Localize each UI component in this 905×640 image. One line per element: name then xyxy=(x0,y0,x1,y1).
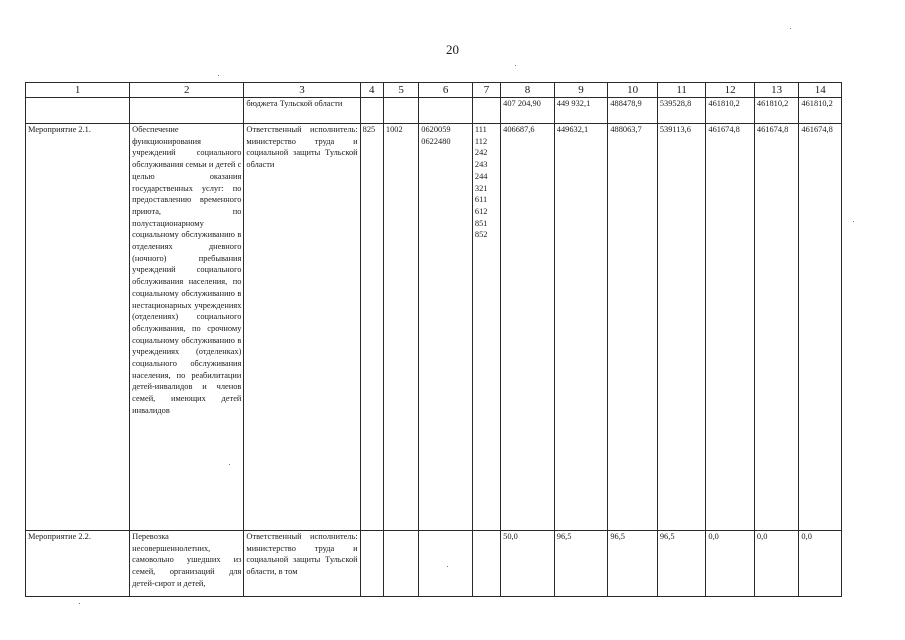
table-row-budget xyxy=(26,98,842,124)
expense-code: 242 xyxy=(474,148,488,158)
value-cell: 50,0 xyxy=(501,531,555,597)
target-code: 0622480 xyxy=(421,136,451,146)
funding-source-cell: бюджета Тульской области xyxy=(244,98,360,124)
table-row-measure-2-1 xyxy=(26,124,842,531)
value-cell: 488063,7 xyxy=(608,124,658,531)
value-cell: 488478,9 xyxy=(608,98,658,124)
expense-code: 612 xyxy=(474,206,488,216)
scan-speck xyxy=(218,75,219,76)
header-row xyxy=(26,83,842,98)
header-cell: 9 xyxy=(554,83,608,98)
measure-label-cell: Мероприятие 2.1. xyxy=(26,124,130,531)
table-cell xyxy=(383,98,418,124)
scan-speck xyxy=(790,28,791,29)
header-cell: 10 xyxy=(608,83,658,98)
value-cell: 461810,2 xyxy=(706,98,755,124)
expense-code: 244 xyxy=(474,171,488,181)
expense-code: 243 xyxy=(474,160,488,170)
expense-code: 111 xyxy=(474,125,487,134)
header-cell: 8 xyxy=(501,83,555,98)
budget-table xyxy=(25,82,842,597)
expense-code: 852 xyxy=(474,230,488,240)
ministry-code-cell: 825 xyxy=(360,124,383,531)
measure-description-cell: Перевозка несовершеннолетних, самовольно ушедших из семей, организаций для детей-сирот и детей, xyxy=(130,531,244,597)
header-cell: 7 xyxy=(472,83,500,98)
header-cell: 5 xyxy=(383,83,418,98)
value-cell: 539113,6 xyxy=(657,124,706,531)
section-code-cell: 1002 xyxy=(383,124,418,531)
value-cell: 461674,8 xyxy=(799,124,842,531)
value-cell: 0,0 xyxy=(754,531,798,597)
header-cell: 12 xyxy=(706,83,755,98)
value-cell: 461674,8 xyxy=(706,124,755,531)
value-cell: 461674,8 xyxy=(754,124,798,531)
page-number: 20 xyxy=(446,42,459,57)
value-cell: 449 932,1 xyxy=(554,98,608,124)
executor-cell: Ответственный исполнитель: министерство труда и социальной защиты Тульской области xyxy=(244,124,360,531)
value-cell: 96,5 xyxy=(554,531,608,597)
value-cell: 0,0 xyxy=(799,531,842,597)
executor-cell: Ответственный исполнитель: министерство труда и социальной защиты Тульской области, в том xyxy=(244,531,360,597)
measure-label-cell: Мероприятие 2.2. xyxy=(26,531,130,597)
table-cell xyxy=(419,98,473,124)
table-cell xyxy=(360,98,383,124)
target-code-cell xyxy=(419,124,473,531)
expense-code: 321 xyxy=(474,183,488,193)
header-cell: 6 xyxy=(419,83,473,98)
value-cell: 539528,8 xyxy=(657,98,706,124)
value-cell: 461810,2 xyxy=(754,98,798,124)
header-cell: 13 xyxy=(754,83,798,98)
header-cell: 11 xyxy=(657,83,706,98)
value-cell: 407 204,90 xyxy=(501,98,555,124)
scan-speck xyxy=(853,221,854,222)
header-cell: 3 xyxy=(244,83,360,98)
header-cell: 2 xyxy=(130,83,244,98)
table-cell xyxy=(472,98,500,124)
table-cell xyxy=(419,531,473,597)
measure-description-cell: Обеспечение функционирования учреждений социального обслуживания семьи и детей с целью оказания государственных услуг: по предоставлению временного приюта, по полустационарному социальному обслуживанию в отделениях дневного (ночного) пребывания учреждений социального обслуживания населения, по социальному обслуживанию в нестационарных учреждениях (отделениях) социального обслуживания, по срочному социальному обслуживанию в учреждениях (отделенках) социального обслуживания населения, по реабилитации детей-инвалидов и членов семей, имеющих детей инвалидов xyxy=(130,124,244,531)
scan-speck xyxy=(79,603,80,604)
table-cell xyxy=(130,98,244,124)
expense-code-cell xyxy=(472,124,500,531)
value-cell: 461810,2 xyxy=(799,98,842,124)
table-cell xyxy=(26,98,130,124)
target-code: 0620059 xyxy=(421,125,451,134)
value-cell: 96,5 xyxy=(608,531,658,597)
expense-code: 611 xyxy=(474,195,488,205)
header-cell: 14 xyxy=(799,83,842,98)
header-cell: 1 xyxy=(26,83,130,98)
header-cell: 4 xyxy=(360,83,383,98)
value-cell: 449632,1 xyxy=(554,124,608,531)
value-cell: 96,5 xyxy=(657,531,706,597)
scan-speck xyxy=(515,65,516,66)
table-cell xyxy=(360,531,383,597)
value-cell: 406687,6 xyxy=(501,124,555,531)
table-row-measure-2-2 xyxy=(26,531,842,597)
scan-speck xyxy=(229,464,230,465)
table-cell xyxy=(472,531,500,597)
value-cell: 0,0 xyxy=(706,531,755,597)
expense-code: 851 xyxy=(474,218,488,228)
expense-code: 112 xyxy=(474,136,488,146)
scan-speck xyxy=(447,566,448,567)
table-cell xyxy=(383,531,418,597)
